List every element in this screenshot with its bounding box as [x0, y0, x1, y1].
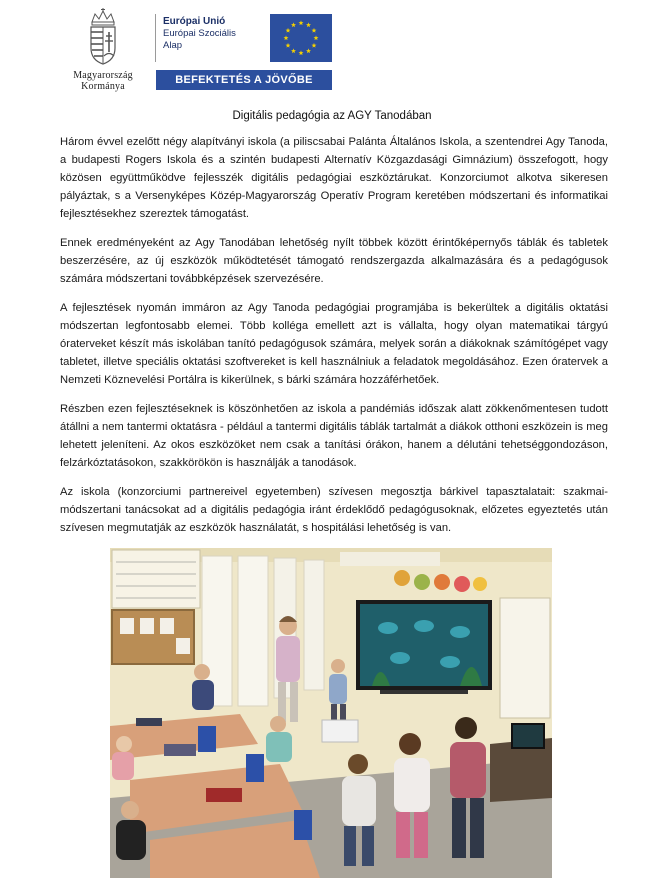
eu-line2: Európai Szociális [163, 28, 236, 39]
eu-line3: Alap [163, 40, 183, 51]
paragraph: Ennek eredményeként az Agy Tanodában lehetőség nyílt többek között érintőképernyős táblák és tabletek beszerzésére, az új eszközök működtetését támogató rendszergazda alkalmazására és a pedagógusok számára módszertani továbbképzések szervezésére. [60, 237, 608, 285]
classroom-photo [110, 548, 552, 878]
eu-fund-text [163, 15, 273, 52]
government-name-line2: Kormánya [81, 81, 125, 92]
header-divider [155, 14, 156, 62]
paragraph: Részben ezen fejlesztéseknek is köszönhetően az iskola a pandémiás időszak alatt zökkenőmentesen tudott átállni a nem tantermi oktatásra - például a tantermi digitális táblák tartalmát a diákok otthoni eszközein is meg lehetett jeleníteni. Az okos eszközöket nem csak a tanítási órákon, hanem a délutáni tehetséggondozáson, felzárkóztatásokon, szakkörökön is használják a tanodások. [60, 403, 608, 469]
hungarian-government-logo [56, 6, 150, 96]
government-name [56, 70, 150, 92]
eu-line1: Európai Unió [163, 16, 226, 27]
document-header [0, 0, 664, 100]
paragraph: A fejlesztések nyomán immáron az Agy Tanoda pedagógiai programjába is bekerültek a digitális oktatási módszertan legfontosabb elemei. Több kolléga emellett azt is vállalta, hogy olyan matematikai tárgyú óraterveket készít más iskolában tanító pedagógusok számára, melyek során a diákoknak számítógépet vagy tabletet, illetve speciális oktatási szoftvereket is kell használniuk a feladatok megoldásához. Ezen óratervek a Nemzeti Köznevelési Portálra is kikerülnek, s bárki számára hozzáférhetőek. [60, 302, 608, 386]
paragraph: Az iskola (konzorciumi partnereivel egyetemben) szívesen megosztja bárkivel tapasztalatait: szakmai-módszertani tanácsokat ad a digitális pedagógia iránt érdeklődő pedagógusoknak, előzetes egyeztetés után szívesen megmutatják az eszközök használatát, s hospitálási lehetőség is van. [60, 486, 608, 534]
document-title: Digitális pedagógia az AGY Tanodában [232, 110, 432, 122]
paragraph: Három évvel ezelőtt négy alapítványi iskola (a piliscsabai Palánta Általános Iskola, a szentendrei Agy Tanoda, a budapesti Rogers Iskola és a szintén budapesti Alternatív Közgazdasági Gimnázium) összefogott, hogy közösen együttműködve fejlesszék digitális pedagógiai eszköztárukat. Konzorciumot alkotva sikeresen pályáztak, s a Versenyképes Közép-Magyarország Operatív Program keretében módszertani és informatikai fejlesztésekhez szereztek támogatást. [60, 136, 608, 220]
eu-flag-icon [270, 14, 332, 62]
document-body [60, 133, 608, 548]
classroom-illustration [110, 548, 552, 878]
investment-slogan: BEFEKTETÉS A JÖVŐBE [156, 70, 332, 90]
coat-of-arms-icon [86, 8, 120, 66]
government-name-line1: Magyarország [73, 70, 133, 81]
